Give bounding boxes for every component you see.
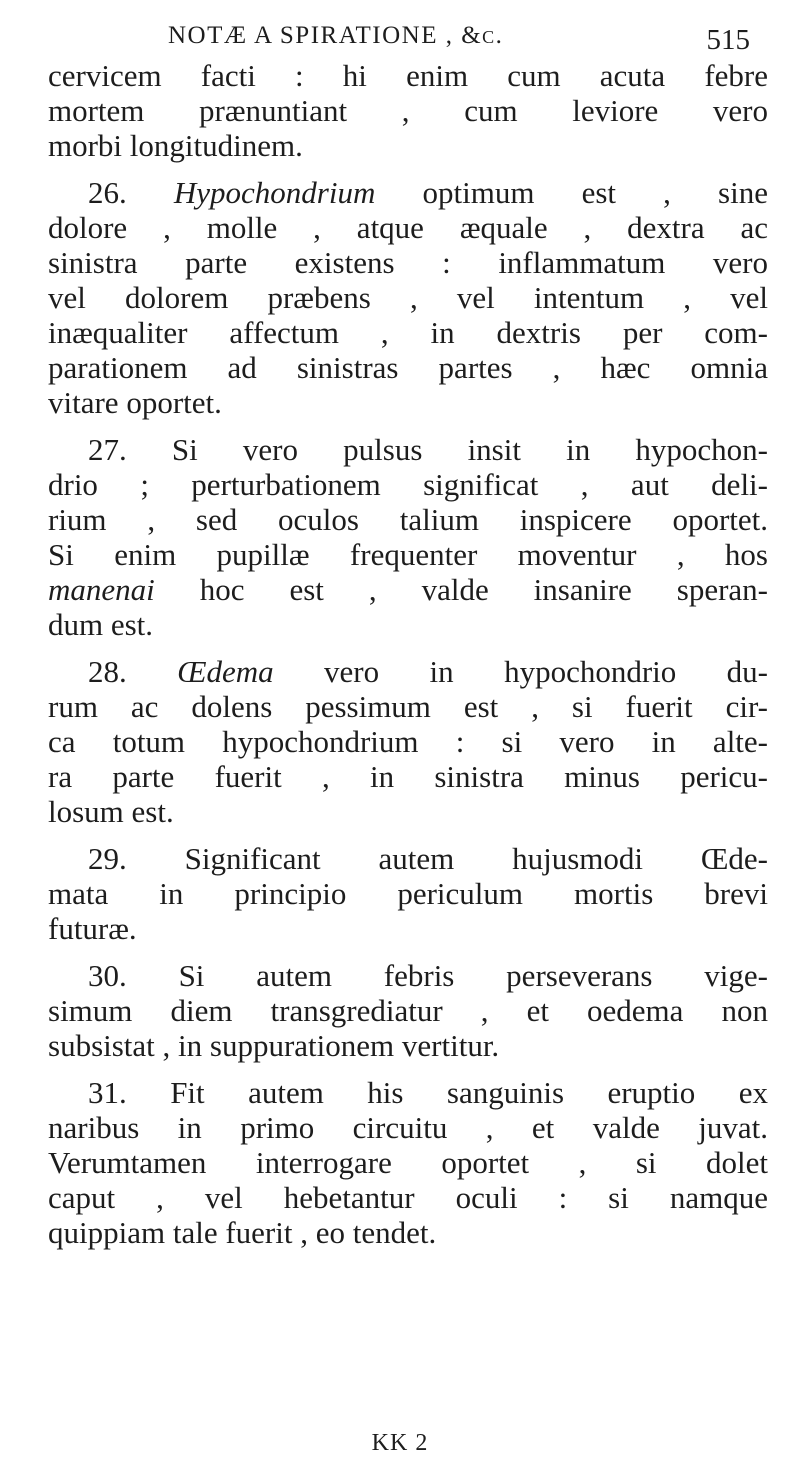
paragraph-26: [48, 175, 768, 420]
text-line: naribus in primo circuitu , et valde juvat.: [48, 1110, 768, 1145]
text-line: inæqualiter affectum , in dextris per com-: [48, 315, 768, 350]
text-line: sinistra parte existens : inflammatum vero: [48, 245, 768, 280]
text-line: 30. Si autem febris perseverans vige-: [88, 958, 768, 993]
italic-term: Œdema: [177, 654, 274, 689]
paragraph-27: [48, 432, 768, 642]
text-line: rium , sed oculos talium inspicere oportet.: [48, 502, 768, 537]
paragraph-28: [48, 654, 768, 829]
text-line: cervicem facti : hi enim cum acuta febre: [48, 58, 768, 93]
text-line: mata in principio periculum mortis brevi: [48, 876, 768, 911]
text-line: caput , vel hebetantur oculi : si namque: [48, 1180, 768, 1215]
paragraph-29: [48, 841, 768, 946]
running-head: NOTÆ A SPIRATIONE , &c.: [168, 22, 504, 49]
italic-term: manenai: [48, 572, 155, 607]
text-line: mortem prænuntiant , cum leviore vero: [48, 93, 768, 128]
text-line: Si enim pupillæ frequenter moventur , hos: [48, 537, 768, 572]
text-line: 26. Hypochondrium optimum est , sine: [88, 175, 768, 210]
text-line: dolore , molle , atque æquale , dextra ac: [48, 210, 768, 245]
page-number: 515: [706, 24, 750, 56]
body-text: [48, 58, 768, 1250]
paragraph-continuation: [48, 58, 768, 163]
text-line: Verumtamen interrogare oportet , si dolet: [48, 1145, 768, 1180]
text-line: rum ac dolens pessimum est , si fuerit cir-: [48, 689, 768, 724]
text-line: quippiam tale fuerit , eo tendet.: [48, 1215, 437, 1250]
text-line: ra parte fuerit , in sinistra minus pericu-: [48, 759, 768, 794]
text-line: losum est.: [48, 794, 174, 829]
text-line: manenai hoc est , valde insanire speran-: [48, 572, 768, 607]
text-line: 29. Significant autem hujusmodi Œde-: [88, 841, 768, 876]
text-line: simum diem transgrediatur , et oedema non: [48, 993, 768, 1028]
text-line: subsistat , in suppurationem vertitur.: [48, 1028, 500, 1063]
italic-term: Hypochondrium: [173, 175, 376, 210]
text-line: dum est.: [48, 607, 154, 642]
text-line: morbi longitudinem.: [48, 128, 303, 163]
signature-mark: KK 2: [371, 1430, 429, 1456]
text-line: 28. Œdema vero in hypochondrio du-: [88, 654, 768, 689]
text-line: ca totum hypochondrium : si vero in alte-: [48, 724, 768, 759]
text-line: parationem ad sinistras partes , hæc omnia: [48, 350, 768, 385]
page-header: [48, 12, 768, 58]
text-line: 27. Si vero pulsus insit in hypochon-: [88, 432, 768, 467]
paragraph-31: [48, 1075, 768, 1250]
paragraph-30: [48, 958, 768, 1063]
text-line: drio ; perturbationem significat , aut deli-: [48, 467, 768, 502]
text-line: futuræ.: [48, 911, 137, 946]
text-line: vel dolorem præbens , vel intentum , vel: [48, 280, 768, 315]
text-line: vitare oportet.: [48, 385, 222, 420]
text-line: 31. Fit autem his sanguinis eruptio ex: [88, 1075, 768, 1110]
